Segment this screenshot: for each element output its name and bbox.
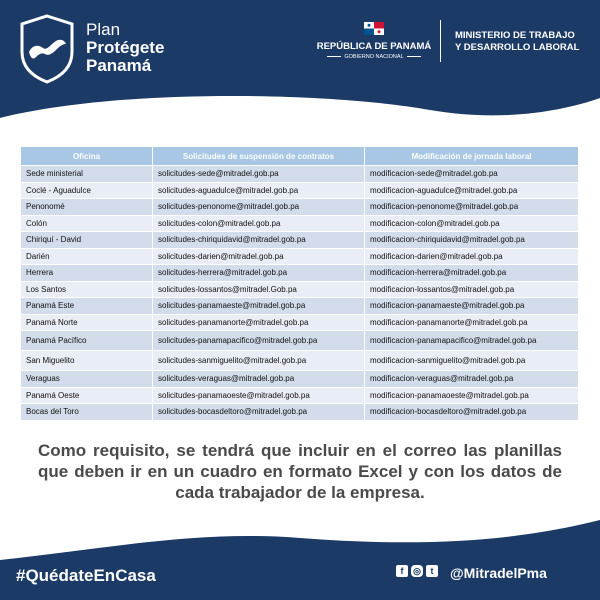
- cell-oficina: Panamá Norte: [21, 314, 153, 331]
- cell-modificacion-email[interactable]: modificacion-aguadulce@mitradel.gob.pa: [365, 182, 579, 199]
- table-row: [21, 281, 579, 298]
- cell-modificacion-email[interactable]: modificacion-panamaeste@mitradel.gob.pa: [365, 298, 579, 315]
- cell-modificacion-email[interactable]: modificacion-sanmiguelito@mitradel.gob.pa: [365, 351, 579, 371]
- cell-oficina: Coclé - Aguadulce: [21, 182, 153, 199]
- column-header-suspension: Solicitudes de suspensión de contratos: [153, 147, 365, 166]
- shield-panama-map-logo: [18, 14, 76, 84]
- cell-suspension-email[interactable]: solicitudes-penonome@mitradel.gob.pa: [153, 199, 365, 216]
- table-row: [21, 351, 579, 371]
- cell-suspension-email[interactable]: solicitudes-colon@mitradel.gob.pa: [153, 215, 365, 232]
- cell-modificacion-email[interactable]: modificacion-bocasdeltoro@mitradel.gob.pa: [365, 404, 579, 421]
- cell-suspension-email[interactable]: solicitudes-lossantos@mitradel.Gob.pa: [153, 281, 365, 298]
- table-header-row: [21, 147, 579, 166]
- cell-suspension-email[interactable]: solicitudes-aguadulce@mitradel.gob.pa: [153, 182, 365, 199]
- cell-suspension-email[interactable]: solicitudes-panamaoeste@mitradel.gob.pa: [153, 387, 365, 404]
- table-row: [21, 314, 579, 331]
- cell-modificacion-email[interactable]: modificacion-penonome@mitradel.gob.pa: [365, 199, 579, 216]
- cell-suspension-email[interactable]: solicitudes-darien@mitradel.gob.pa: [153, 248, 365, 265]
- cell-oficina: Bocas del Toro: [21, 404, 153, 421]
- republica-label: REPÚBLICA DE PANAMÁ: [316, 41, 432, 52]
- table-row: [21, 371, 579, 388]
- table-row: [21, 248, 579, 265]
- cell-oficina: Sede ministerial: [21, 166, 153, 183]
- plan-title-protegete: Protégete: [86, 38, 165, 57]
- panama-flag-icon: [364, 22, 384, 35]
- cell-modificacion-email[interactable]: modificacion-panamanorte@mitradel.gob.pa: [365, 314, 579, 331]
- cell-oficina: Panamá Pacífico: [21, 331, 153, 351]
- cell-modificacion-email[interactable]: modificacion-panamapacifico@mitradel.gob.pa: [365, 331, 579, 351]
- cell-modificacion-email[interactable]: modificacion-lossantos@mitradel.gob.pa: [365, 281, 579, 298]
- cell-suspension-email[interactable]: solicitudes-veraguas@mitradel.gob.pa: [153, 371, 365, 388]
- table-row: [21, 298, 579, 315]
- cell-suspension-email[interactable]: solicitudes-panamanorte@mitradel.gob.pa: [153, 314, 365, 331]
- instagram-icon[interactable]: ◎: [411, 565, 423, 577]
- cell-oficina: Colón: [21, 215, 153, 232]
- plan-title-plan: Plan: [86, 20, 121, 39]
- gobierno-label: GOBIERNO NACIONAL: [314, 54, 434, 60]
- table-row: [21, 331, 579, 351]
- cell-suspension-email[interactable]: solicitudes-chiriquidavid@mitradel.gob.pa: [153, 232, 365, 249]
- cell-modificacion-email[interactable]: modificacion-herrera@mitradel.gob.pa: [365, 265, 579, 282]
- cell-oficina: Panamá Este: [21, 298, 153, 315]
- twitter-icon[interactable]: t: [426, 565, 438, 577]
- offices-email-table: [20, 146, 579, 421]
- cell-suspension-email[interactable]: solicitudes-herrera@mitradel.gob.pa: [153, 265, 365, 282]
- ministerio-line-2: Y DESARROLLO LABORAL: [455, 42, 580, 53]
- social-handle[interactable]: @MitradelPma: [450, 565, 547, 581]
- cell-oficina: Herrera: [21, 265, 153, 282]
- cell-oficina: Chiriquí - David: [21, 232, 153, 249]
- table-row: [21, 232, 579, 249]
- requirement-note: Como requisito, se tendrá que incluir en el correo las planillas que deben ir en un cuadro en formato Excel y con los datos de cada trabajador de la empresa.: [38, 441, 562, 502]
- header-divider: [440, 20, 441, 62]
- cell-modificacion-email[interactable]: modificacion-panamaoeste@mitradel.gob.pa: [365, 387, 579, 404]
- cell-oficina: Veraguas: [21, 371, 153, 388]
- cell-oficina: San Miguelito: [21, 351, 153, 371]
- cell-suspension-email[interactable]: solicitudes-bocasdeltoro@mitradel.gob.pa: [153, 404, 365, 421]
- hashtag-quedate-en-casa: #QuédateEnCasa: [16, 566, 156, 585]
- facebook-icon[interactable]: f: [396, 565, 408, 577]
- cell-modificacion-email[interactable]: modificacion-darien@mitradel.gob.pa: [365, 248, 579, 265]
- cell-suspension-email[interactable]: solicitudes-panamapacifico@mitradel.gob.pa: [153, 331, 365, 351]
- table-row: [21, 166, 579, 183]
- cell-modificacion-email[interactable]: modificacion-chiriquidavid@mitradel.gob.pa: [365, 232, 579, 249]
- header-band: [0, 0, 600, 110]
- cell-modificacion-email[interactable]: modificacion-colon@mitradel.gob.pa: [365, 215, 579, 232]
- cell-suspension-email[interactable]: solicitudes-sede@mitradel.gob.pa: [153, 166, 365, 183]
- social-icons: [396, 565, 438, 577]
- column-header-oficina: Oficina: [21, 147, 153, 166]
- cell-suspension-email[interactable]: solicitudes-sanmiguelito@mitradel.gob.pa: [153, 351, 365, 371]
- cell-oficina: Panamá Oeste: [21, 387, 153, 404]
- cell-modificacion-email[interactable]: modificacion-veraguas@mitradel.gob.pa: [365, 371, 579, 388]
- table-row: [21, 404, 579, 421]
- table-row: [21, 265, 579, 282]
- cell-suspension-email[interactable]: solicitudes-panamaeste@mitradel.gob.pa: [153, 298, 365, 315]
- column-header-modificacion: Modificación de jornada laboral: [365, 147, 579, 166]
- table-row: [21, 215, 579, 232]
- table-row: [21, 387, 579, 404]
- table-row: [21, 182, 579, 199]
- cell-oficina: Penonomé: [21, 199, 153, 216]
- cell-modificacion-email[interactable]: modificacion-sede@mitradel.gob.pa: [365, 166, 579, 183]
- cell-oficina: Los Santos: [21, 281, 153, 298]
- cell-oficina: Darién: [21, 248, 153, 265]
- table-row: [21, 199, 579, 216]
- plan-title-panama: Panamá: [86, 56, 152, 75]
- ministerio-line-1: MINISTERIO DE TRABAJO: [455, 30, 575, 41]
